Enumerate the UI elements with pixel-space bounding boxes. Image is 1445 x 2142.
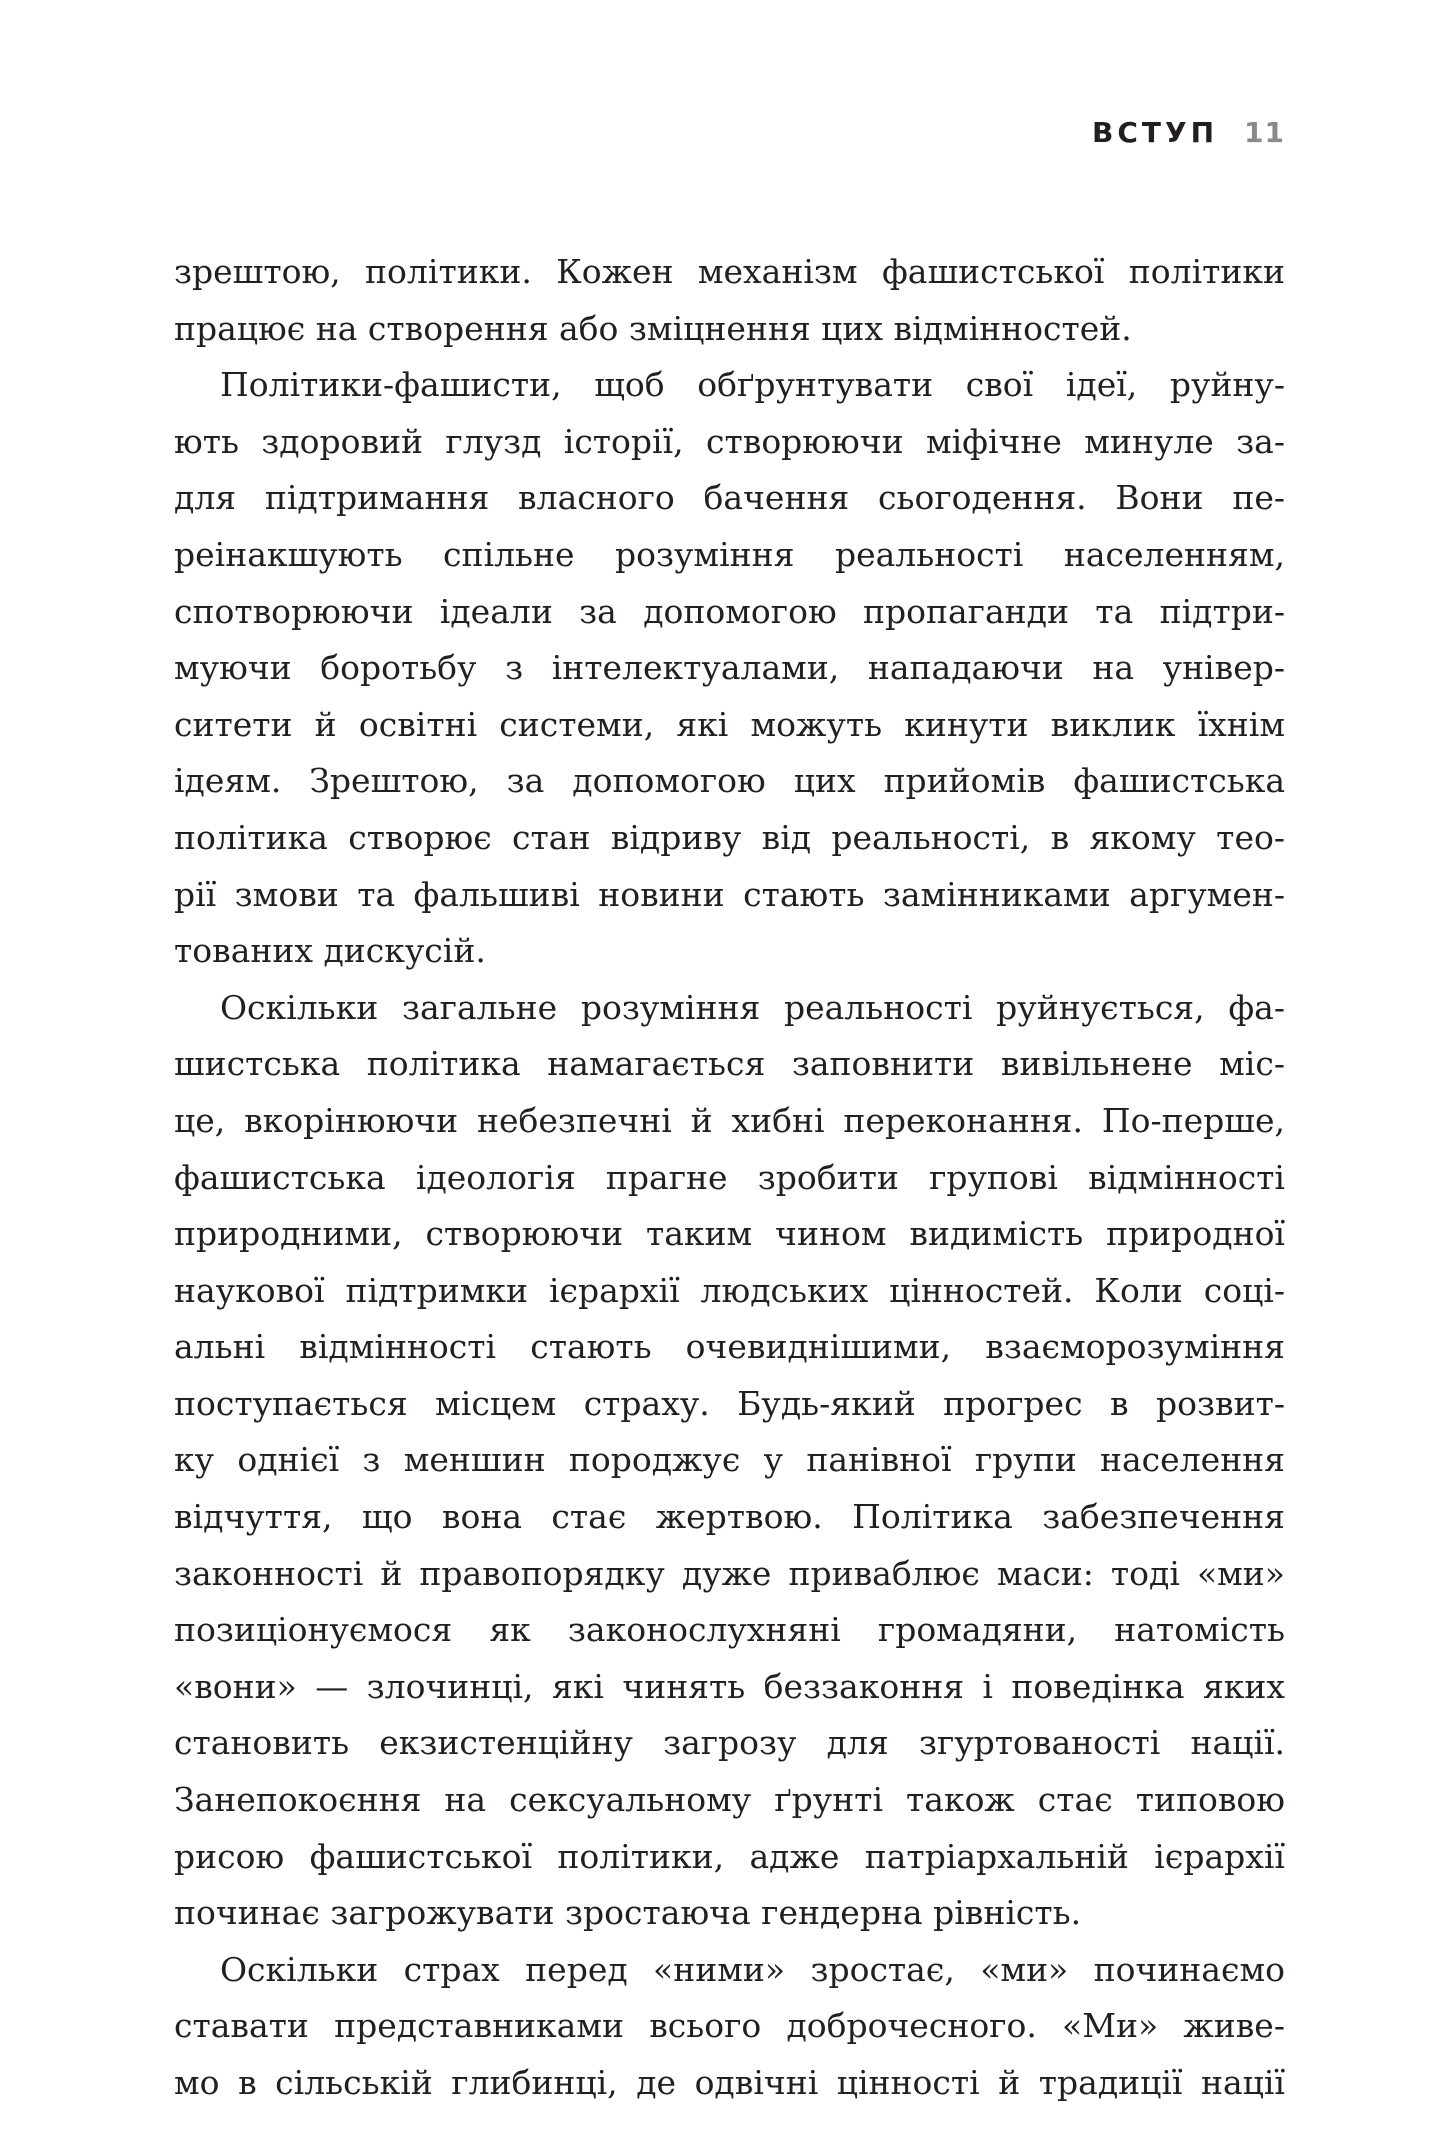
text-line: це, вкорінюючи небезпечні й хибні переконання. По-перше, — [174, 1100, 1285, 1140]
running-head — [1092, 116, 1285, 149]
text-line: Оскільки загальне розуміння реальності руйнується, фа- — [220, 987, 1285, 1027]
text-line: ють здоровий глузд історії, створюючи міфічне минуле за- — [174, 421, 1285, 461]
text-line: спотворюючи ідеали за допомогою пропаганди та підтри- — [174, 591, 1285, 631]
text-line: муючи боротьбу з інтелектуалами, нападаючи на універ- — [174, 648, 1285, 688]
text-line: фашистська ідеологія прагне зробити групові відмінності — [174, 1157, 1285, 1197]
text-line: ку однієї з меншин породжує у панівної групи населення — [174, 1440, 1285, 1480]
text-line: становить екзистенційну загрозу для згуртованості нації. — [174, 1723, 1285, 1763]
text-line: рії змови та фальшиві новини стають замінниками аргумен- — [174, 874, 1285, 914]
text-line: «вони» — злочинці, які чинять беззаконня і поведінка яких — [174, 1666, 1285, 1706]
text-line: законності й правопорядку дуже приваблює маси: тоді «ми» — [174, 1553, 1285, 1593]
text-line: відчуття, що вона стає жертвою. Політика забезпечення — [174, 1497, 1285, 1537]
text-line: природними, створюючи таким чином видимість природної — [174, 1214, 1285, 1254]
body-text — [174, 244, 1285, 2112]
text-line: рисою фашистської політики, адже патріархальній ієрархії — [174, 1836, 1285, 1876]
text-line: ставати представниками всього доброчесного. «Ми» живе- — [174, 2006, 1285, 2046]
text-line: альні відмінності стають очевиднішими, взаєморозуміння — [174, 1327, 1285, 1367]
chapter-title: ВСТУП — [1092, 116, 1219, 149]
paragraph — [174, 244, 1285, 357]
text-line: Оскільки страх перед «ними» зростає, «ми» починаємо — [220, 1949, 1285, 1989]
text-line: ідеям. Зрештою, за допомогою цих прийомів фашистська — [174, 761, 1285, 801]
text-line: політика створює стан відриву від реальності, в якому тео- — [174, 817, 1285, 857]
text-line: шистська політика намагається заповнити вивільнене міс- — [174, 1044, 1285, 1084]
text-line: тованих дискусій. — [174, 931, 486, 971]
text-line: позиціонуємося як законослухняні громадяни, натомість — [174, 1610, 1285, 1650]
text-line: Політики-фашисти, щоб обґрунтувати свої ідеї, руйну- — [220, 365, 1285, 405]
text-line: поступається місцем страху. Будь-який прогрес в розвит- — [174, 1383, 1285, 1423]
text-line: наукової підтримки ієрархії людських цінностей. Коли соці- — [174, 1270, 1285, 1310]
text-line: працює на створення або зміцнення цих відмінностей. — [174, 308, 1132, 348]
text-line: починає загрожувати зростаюча гендерна рівність. — [174, 1893, 1082, 1933]
paragraph — [174, 980, 1285, 1942]
page-number: 11 — [1244, 116, 1285, 149]
text-line: реінакшують спільне розуміння реальності населенням, — [174, 534, 1285, 574]
paragraph — [174, 357, 1285, 980]
paragraph — [174, 1942, 1285, 2112]
text-line: зрештою, політики. Кожен механізм фашистської політики — [174, 252, 1285, 291]
text-line: ситети й освітні системи, які можуть кинути виклик їхнім — [174, 704, 1285, 744]
text-line: мо в сільській глибинці, де одвічні цінності й традиції нації — [174, 2063, 1285, 2102]
text-line: для підтримання власного бачення сьогодення. Вони пе- — [174, 478, 1285, 518]
text-line: Занепокоєння на сексуальному ґрунті також стає типовою — [174, 1780, 1285, 1820]
